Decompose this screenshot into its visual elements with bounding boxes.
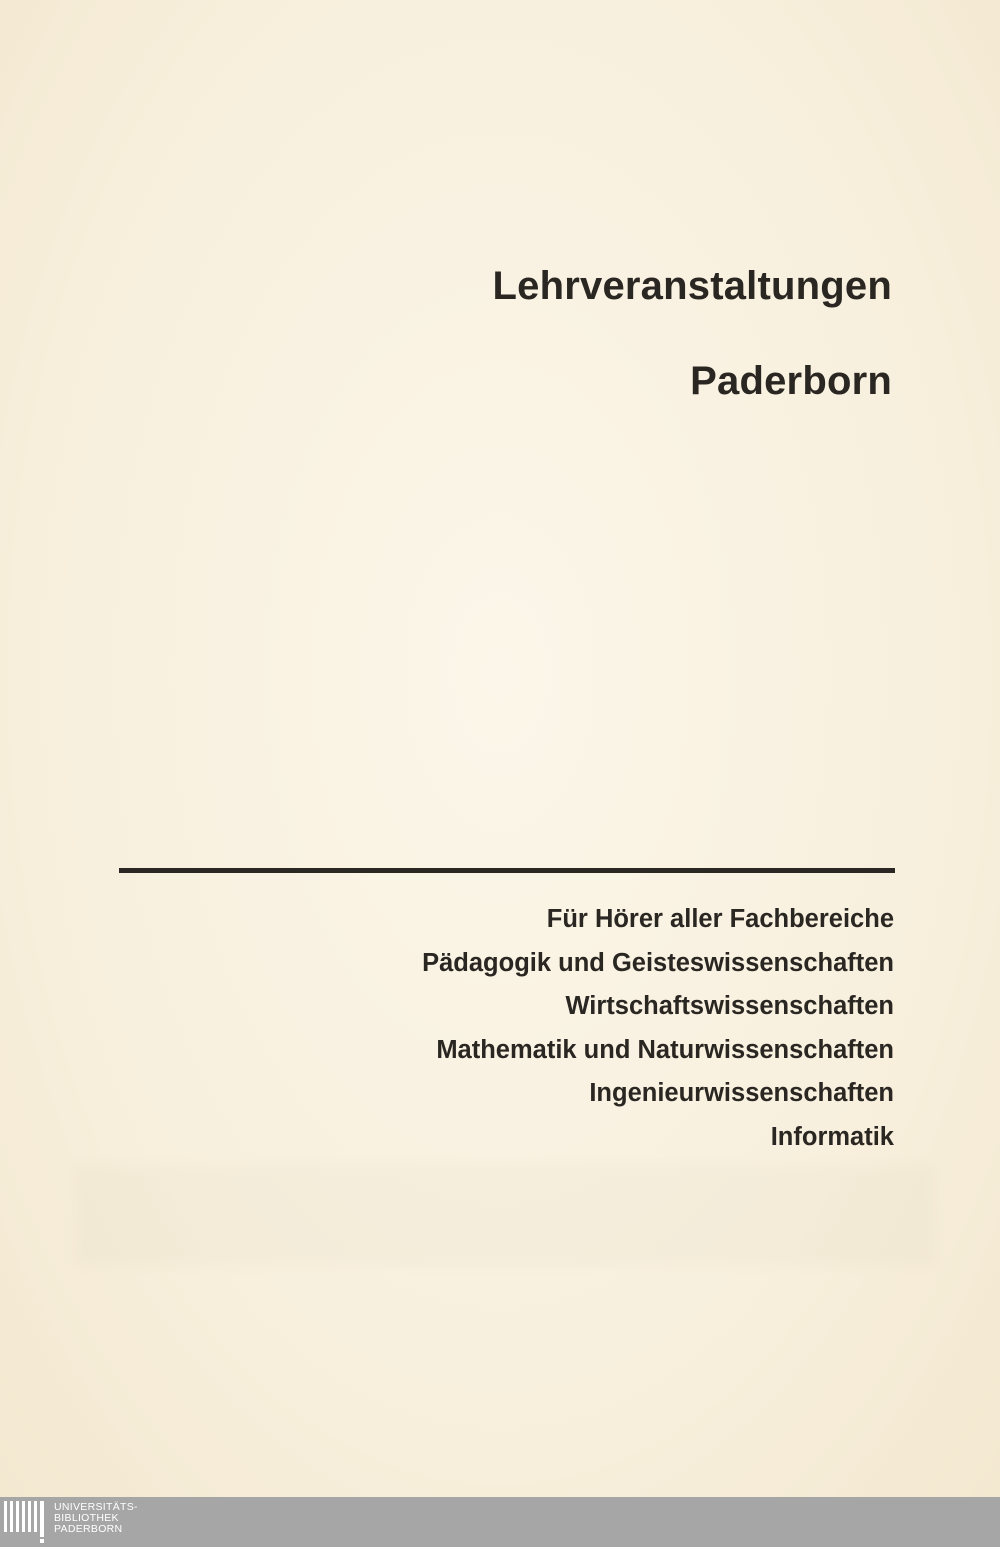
faculty-list [422, 898, 894, 1160]
logo-line: BIBLIOTHEK [54, 1512, 119, 1524]
faculty-item: Wirtschaftswissenschaften [565, 992, 894, 1021]
logo-line: PADERBORN [54, 1523, 123, 1535]
faculty-item: Pädagogik und Geisteswissenschaften [422, 948, 894, 977]
faculty-item: Ingenieurwissenschaften [589, 1079, 894, 1108]
horizontal-divider [119, 868, 895, 873]
bleed-through-shadow [75, 1165, 935, 1265]
document-subtitle-city: Paderborn [690, 359, 892, 403]
library-logo-text [54, 1502, 138, 1535]
library-logo-icon [4, 1501, 48, 1543]
faculty-item: Informatik [770, 1122, 894, 1151]
faculty-item: Mathematik und Naturwissenschaften [436, 1035, 894, 1064]
document-title: Lehrveranstaltungen [492, 264, 892, 308]
library-logo [4, 1501, 138, 1543]
faculty-item: Für Hörer aller Fachbereiche [546, 905, 894, 933]
logo-line: UNIVERSITÄTS- [54, 1501, 138, 1513]
library-footer-bar [0, 1497, 1000, 1547]
